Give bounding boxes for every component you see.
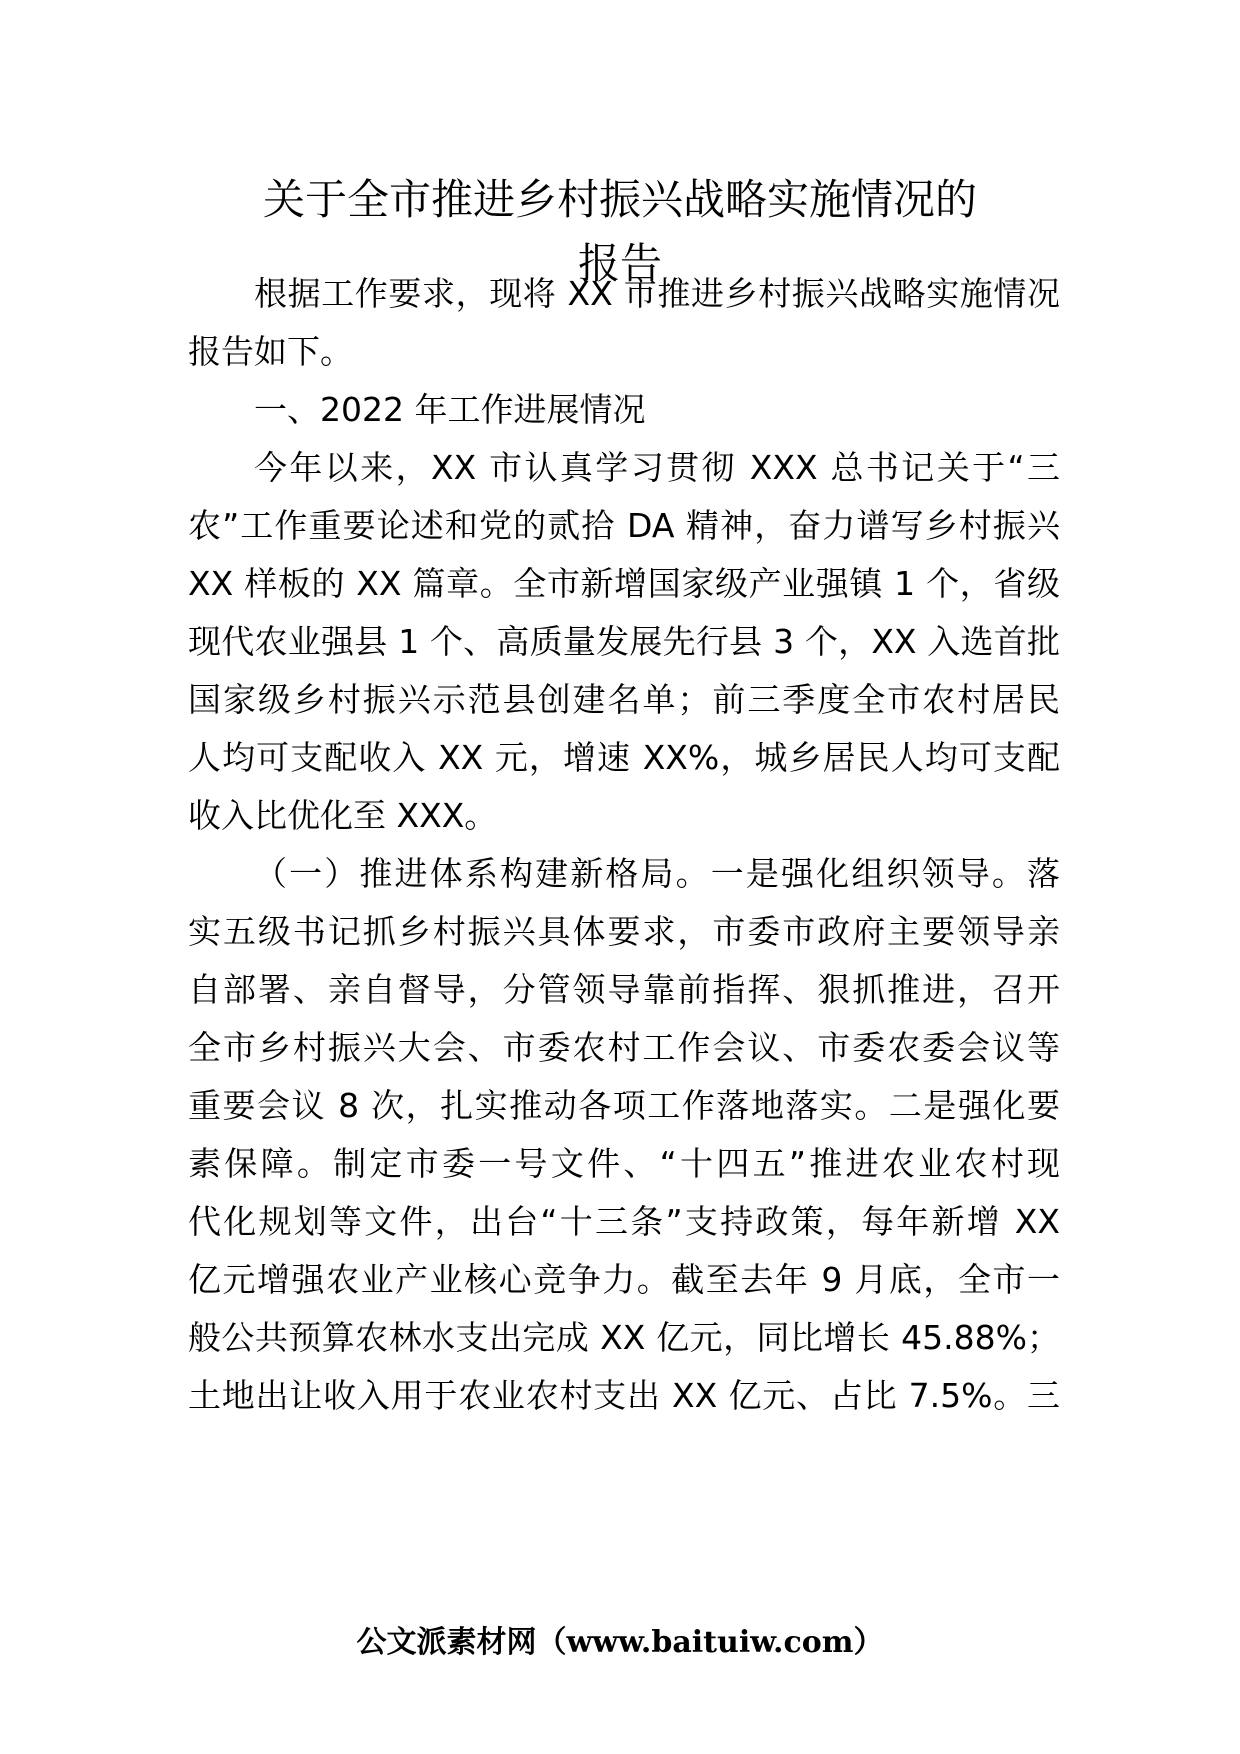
paragraph-line: 般公共预算农林水支出完成 XX 亿元，同比增长 45.88%； [188,1318,1060,1357]
document-title-line-1: 关于全市推进乡村振兴战略实施情况的 [262,175,977,224]
paragraph-line: 重要会议 8 次，扎实推动各项工作落地落实。二是强化要 [188,1086,1060,1125]
document-title-line-2: 报告 [577,239,662,288]
paragraph-line: 实五级书记抓乡村振兴具体要求，市委市政府主要领导亲 [188,912,1060,951]
paragraph-line: 农”工作重要论述和党的贰拾 DA 精神，奋力谱写乡村振兴 [188,506,1060,545]
paragraph-line: XX 样板的 XX 篇章。全市新增国家级产业强镇 1 个，省级 [188,564,1060,603]
footer-watermark: 公文派素材网（www.baituiw.com） [356,1625,884,1660]
paragraph-line: 亿元增强农业产业核心竞争力。截至去年 9 月底，全市一 [188,1260,1060,1299]
paragraph-line: 根据工作要求，现将 XX 市推进乡村振兴战略实施情况 [254,274,1060,313]
paragraph-line: 代化规划等文件，出台“十三条”支持政策，每年新增 XX [188,1202,1060,1241]
paragraph-line: 全市乡村振兴大会、市委农村工作会议、市委农委会议等 [188,1028,1060,1067]
paragraph-line: 现代农业强县 1 个、高质量发展先行县 3 个，XX 入选首批 [188,622,1060,661]
paragraph-line: 自部署、亲自督导，分管领导靠前指挥、狠抓推进，召开 [188,970,1060,1009]
paragraph-line: 土地出让收入用于农业农村支出 XX 亿元、占比 7.5%。三 [188,1376,1060,1415]
paragraph-line: 人均可支配收入 XX 元，增速 XX%，城乡居民人均可支配 [188,738,1060,777]
paragraph-line: 收入比优化至 XXX。 [188,796,498,835]
paragraph-line: 国家级乡村振兴示范县创建名单；前三季度全市农村居民 [188,680,1060,719]
paragraph-line: （一）推进体系构建新格局。一是强化组织领导。落 [254,854,1060,893]
paragraph-line: 素保障。制定市委一号文件、“十四五”推进农业农村现 [188,1144,1060,1183]
paragraph-line: 报告如下。 [188,332,353,371]
section-heading: 一、2022 年工作进展情况 [254,390,646,429]
paragraph-line: 今年以来，XX 市认真学习贯彻 XXX 总书记关于“三 [254,448,1060,487]
